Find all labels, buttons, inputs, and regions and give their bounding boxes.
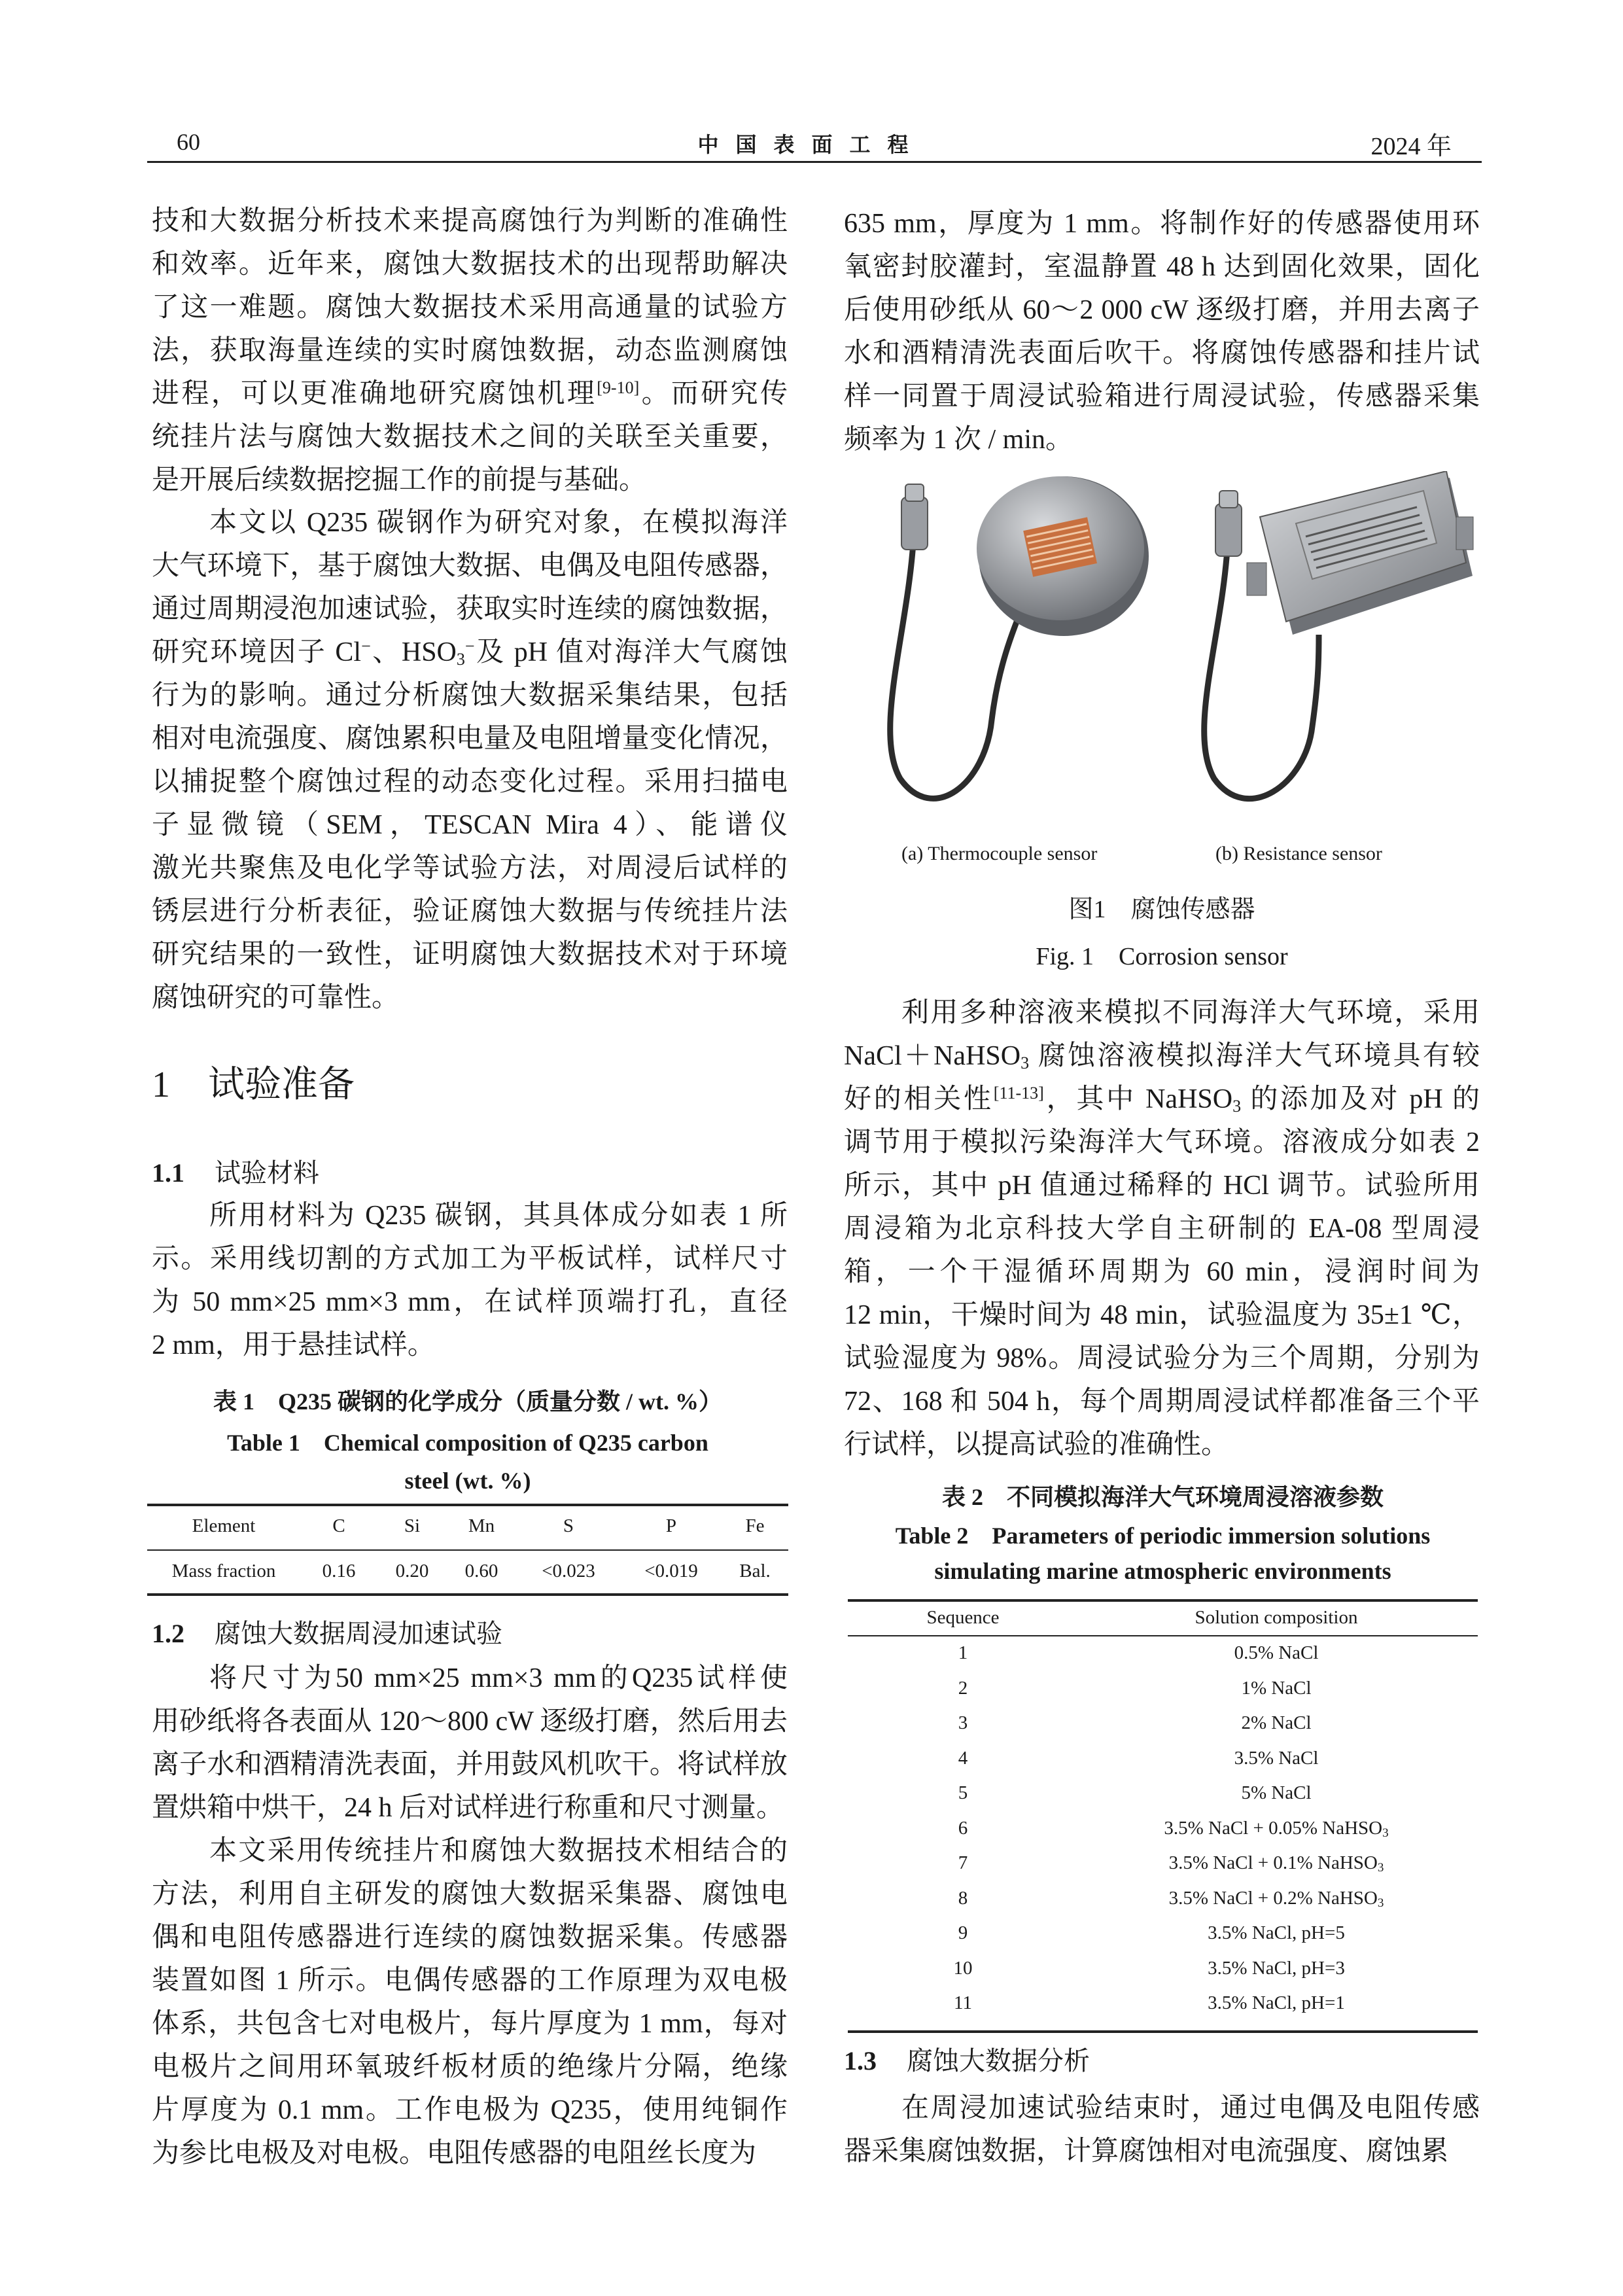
text-run: 5% NaCl: [1241, 1782, 1312, 1803]
text-line: 示。采用线切割的方式加工为平板试样，试样尺寸: [152, 1244, 788, 1274]
table2-top-rule: [848, 1599, 1478, 1602]
table1-caption-en-2: steel (wt. %): [404, 1468, 531, 1494]
text-line: 法，获取海量连续的实时腐蚀数据，动态监测腐蚀: [152, 336, 788, 366]
text-line: [844, 1034, 1480, 1078]
table1-cell: <0.019: [644, 1561, 698, 1581]
text-run: 3.5% NaCl, pH=3: [1208, 1957, 1345, 1979]
text-line: 水和酒精清洗表面后吹干。将腐蚀传感器和挂片试: [844, 338, 1480, 368]
text-line: 偶和电阻传感器进行连续的腐蚀数据采集。传感器: [152, 1922, 788, 1952]
text-line: 相对电流强度、腐蚀累积电量及电阻增量变化情况，: [152, 724, 788, 754]
text-line: 腐蚀研究的可靠性。: [152, 983, 400, 1013]
text-line: 锈层进行分析表征，验证腐蚀大数据与传统挂片法: [152, 896, 788, 927]
paragraph-analysis: [844, 2087, 1480, 2173]
table1-header-cell: S: [563, 1515, 574, 1536]
section-number: 1: [152, 1065, 170, 1105]
figure-1-image: [861, 471, 1476, 838]
table1-top-rule: [147, 1504, 788, 1506]
table1-header-cell: Element: [192, 1515, 256, 1536]
text-run: 进程，可以更准确地研究腐蚀机理: [152, 379, 597, 409]
header-rule: [147, 161, 1482, 163]
table2-sequence-cell: 2: [958, 1677, 968, 1699]
paragraph-solutions: [844, 991, 1480, 1466]
text-line: 12 min，干燥时间为 48 min，试验温度为 35±1 ℃，: [844, 1300, 1480, 1330]
table2-solution-cell: [1234, 1642, 1319, 1664]
text-line: 行为的影响。通过分析腐蚀大数据采集结果，包括: [152, 680, 788, 711]
figure-1: [861, 471, 1476, 838]
paragraph-sensor-prep: [844, 202, 1480, 461]
text-run: 3.5% NaCl + 0.2% NaHSO: [1168, 1887, 1378, 1909]
text-line: 和效率。近年来，腐蚀大数据技术的出现帮助解决: [152, 249, 788, 279]
thermocouple-sensor-icon: [890, 476, 1149, 798]
text-line: 激光共聚焦及电化学等试验方法，对周浸后试样的: [152, 853, 788, 883]
paragraph-sample-prep: [152, 1657, 788, 1829]
table1-header-cell: Fe: [745, 1515, 765, 1536]
paragraph-intro-1: [152, 200, 788, 502]
subsection-number: 1.1: [152, 1158, 184, 1188]
text-run: 研究环境因子 Cl: [152, 637, 362, 667]
text-line: 置烘箱中烘干，24 h 后对试样进行称重和尺寸测量。: [152, 1793, 784, 1823]
text-run: 。而研究传: [639, 379, 788, 409]
text-run: 3.5% NaCl + 0.05% NaHSO: [1164, 1817, 1383, 1839]
table1-cell: Mass fraction: [171, 1561, 276, 1581]
table2-header-sequence: Sequence: [926, 1607, 1000, 1628]
text-line: 2 mm，用于悬挂试样。: [152, 1330, 435, 1360]
text-line: 技和大数据分析技术来提高腐蚀行为判断的准确性: [152, 206, 788, 236]
figure-1b-label: (b) Resistance sensor: [1215, 843, 1382, 864]
text-line: 氧密封胶灌封，室温静置 48 h 达到固化效果，固化: [844, 252, 1480, 282]
table2-solution-cell: [1208, 1992, 1345, 2014]
text-run: 3.5% NaCl + 0.1% NaHSO: [1168, 1852, 1378, 1873]
text-line: 器采集腐蚀数据，计算腐蚀相对电流强度、腐蚀累: [844, 2136, 1449, 2166]
superscript: [11-13]: [993, 1084, 1044, 1103]
subsection-heading-1-2: [152, 1616, 788, 1652]
table2-solution-cell: [1241, 1782, 1311, 1804]
text-line: 离子水和酒精清洗表面，并用鼓风机吹干。将试样放: [152, 1750, 788, 1780]
text-line: 行试样，以提高试验的准确性。: [844, 1430, 1229, 1460]
text-line: 统挂片法与腐蚀大数据技术之间的关联至关重要，: [152, 422, 788, 452]
page-number: 60: [177, 129, 200, 155]
table2-bottom-rule: [848, 2030, 1478, 2033]
table2-solution-cell: [1169, 1888, 1384, 1909]
text-line: 体系，共包含七对电极片，每片厚度为 1 mm，每对: [152, 2009, 788, 2039]
table2-solution-cell: [1208, 1958, 1345, 1979]
table2-solution-cell: [1169, 1852, 1384, 1874]
table2-sequence-cell: 5: [958, 1782, 968, 1803]
text-line: 为参比电极及对电极。电阻传感器的电阻丝长度为: [152, 2138, 757, 2168]
table1-header-cell: P: [665, 1515, 677, 1536]
subscript: 3: [456, 650, 465, 669]
subsection-title: 试验材料: [215, 1158, 319, 1188]
table2-sequence-cell: 4: [958, 1747, 968, 1769]
table1-bottom-rule: [147, 1593, 788, 1596]
text-line: 为 50 mm×25 mm×3 mm，在试样顶端打孔，直径: [152, 1287, 788, 1317]
table2-caption-en-2: simulating marine atmospheric environments: [934, 1558, 1391, 1584]
text-line: 将尺寸为50 mm×25 mm×3 mm的Q235试样使: [209, 1663, 788, 1693]
text-run: 3.5% NaCl, pH=1: [1208, 1992, 1345, 2013]
text-line: 后使用砂纸从 60～2 000 cW 逐级打磨，并用去离子: [844, 295, 1480, 325]
table2-sequence-cell: 3: [958, 1712, 968, 1733]
table1-cell: 0.20: [395, 1561, 429, 1581]
text-line: 电极片之间用环氧玻纤板材质的绝缘片分隔，绝缘: [152, 2052, 788, 2082]
table1-header-cell: Mn: [468, 1515, 495, 1536]
section-heading-1: [152, 1060, 788, 1110]
text-run: 好的相关性: [844, 1084, 994, 1114]
table1-caption-cn: 表 1 Q235 碳钢的化学成分（质量分数 / wt. %）: [213, 1388, 722, 1415]
figure-1-caption-cn: 图1 腐蚀传感器: [1068, 896, 1255, 923]
text-line: 了这一难题。腐蚀大数据技术采用高通量的试验方: [152, 292, 788, 323]
superscript: −: [464, 637, 475, 656]
subscript: 3: [1021, 1053, 1030, 1072]
text-line: 是开展后续数据挖掘工作的前提与基础。: [152, 465, 647, 495]
table2-caption-cn: 表 2 不同模拟海洋大气环境周浸溶液参数: [941, 1484, 1384, 1510]
paragraph-materials: [152, 1194, 788, 1367]
resistance-sensor-icon: [1204, 471, 1473, 799]
table2-sequence-cell: 9: [958, 1922, 968, 1943]
text-line: 装置如图 1 所示。电偶传感器的工作原理为双电极: [152, 1966, 788, 1996]
text-line: [844, 1078, 1480, 1121]
text-line: [152, 372, 788, 415]
text-run: ，其中 NaHSO: [1043, 1084, 1233, 1114]
table2-mid-rule: [848, 1635, 1478, 1636]
table2-sequence-cell: 8: [958, 1887, 968, 1909]
table2-caption-en-1: Table 2 Parameters of periodic immersion solutions: [895, 1523, 1431, 1549]
table2-sequence-cell: 10: [953, 1957, 973, 1979]
text-run: 、HSO: [370, 637, 457, 667]
table2-solution-cell: [1241, 1712, 1311, 1734]
figure-1a-label: (a) Thermocouple sensor: [901, 843, 1098, 864]
subscript: 3: [1232, 1097, 1242, 1116]
text-line: 本文采用传统挂片和腐蚀大数据技术相结合的: [209, 1836, 788, 1866]
text-line: 以捕捉整个腐蚀过程的动态变化过程。采用扫描电: [152, 767, 788, 797]
text-line: 周浸箱为北京科技大学自主研制的 EA-08 型周浸: [844, 1214, 1480, 1244]
text-line: 利用多种溶液来模拟不同海洋大气环境，采用: [901, 998, 1480, 1028]
table1-cell: <0.023: [542, 1561, 595, 1581]
text-line: 635 mm，厚度为 1 mm。将制作好的传感器使用环: [844, 209, 1480, 239]
text-line: 子显微镜（SEM，TESCAN Mira 4）、能谱仪: [152, 810, 788, 840]
text-line: 频率为 1 次 / min。: [844, 425, 1073, 455]
subsection-heading-1-3: [844, 2043, 1480, 2079]
paragraph-sensors: [152, 1829, 788, 2175]
table2-sequence-cell: 1: [958, 1642, 968, 1663]
section-title: 试验准备: [208, 1065, 355, 1105]
table2-solution-cell: [1241, 1678, 1311, 1699]
text-line: 72、168 和 504 h，每个周期周浸试样都准备三个平: [844, 1386, 1480, 1417]
table2-solution-cell: [1164, 1818, 1388, 1839]
text-line: 大气环境下，基于腐蚀大数据、电偶及电阻传感器，: [152, 551, 788, 581]
table1-cell: 0.60: [464, 1561, 498, 1581]
text-line: 片厚度为 0.1 mm。工作电极为 Q235，使用纯铜作: [152, 2095, 788, 2125]
table1-cell: Bal.: [739, 1561, 771, 1581]
text-line: 所示，其中 pH 值通过稀释的 HCl 调节。试验所用: [844, 1171, 1480, 1201]
issue-year: 2024 年: [1370, 133, 1452, 160]
text-line: 调节用于模拟污染海洋大气环境。溶液成分如表 2: [844, 1127, 1480, 1157]
subsection-number: 1.3: [844, 2046, 877, 2075]
table2-sequence-cell: 11: [954, 1992, 972, 2013]
text-line: 本文以 Q235 碳钢作为研究对象，在模拟海洋: [209, 508, 788, 538]
text-line: 用砂纸将各表面从 120～800 cW 逐级打磨，然后用去: [152, 1706, 788, 1737]
superscript: [9-10]: [597, 378, 640, 397]
text-run: 1% NaCl: [1241, 1677, 1312, 1699]
table1-header-cell: C: [332, 1515, 345, 1536]
text-run: 的添加及对 pH 的: [1241, 1084, 1480, 1114]
table1-header-cell: Si: [404, 1515, 421, 1536]
subsection-number: 1.2: [152, 1619, 184, 1648]
text-run: 及 pH 值对海洋大气腐蚀: [474, 637, 788, 667]
text-line: 样一同置于周浸试验箱进行周浸试验，传感器采集: [844, 381, 1480, 412]
text-line: 方法，利用自主研发的腐蚀大数据采集器、腐蚀电: [152, 1879, 788, 1909]
text-run: 0.5% NaCl: [1234, 1642, 1319, 1663]
table2-solution-cell: [1208, 1922, 1345, 1944]
text-run: 3.5% NaCl: [1234, 1747, 1319, 1769]
paragraph-intro-2: [152, 501, 788, 1019]
text-line: 试验湿度为 98%。周浸试验分为三个周期，分别为: [844, 1343, 1480, 1373]
text-line: 通过周期浸泡加速试验，获取实时连续的腐蚀数据，: [152, 594, 788, 624]
text-line: 在周浸加速试验结束时，通过电偶及电阻传感: [901, 2093, 1480, 2123]
text-run: 3.5% NaCl, pH=5: [1208, 1922, 1345, 1943]
table2-solution-cell: [1234, 1748, 1319, 1769]
subscript: 3: [1377, 1861, 1384, 1875]
subsection-title: 腐蚀大数据周浸加速试验: [215, 1619, 502, 1648]
subscript: 3: [1382, 1826, 1389, 1840]
table2-sequence-cell: 6: [958, 1817, 968, 1839]
table2-sequence-cell: 7: [958, 1852, 968, 1873]
subsection-title: 腐蚀大数据分析: [907, 2046, 1090, 2075]
table1-cell: 0.16: [322, 1561, 356, 1581]
table1-caption-en-1: Table 1 Chemical composition of Q235 carbon: [227, 1430, 708, 1456]
subsection-heading-1-1: [152, 1155, 788, 1192]
text-line: [152, 631, 788, 674]
table2-header-solution: Solution composition: [1195, 1607, 1358, 1628]
text-line: 研究结果的一致性，证明腐蚀大数据技术对于环境: [152, 940, 788, 970]
superscript: −: [361, 637, 371, 656]
table1-mid-rule: [147, 1549, 788, 1551]
figure-1-caption-en: Fig. 1 Corrosion sensor: [1036, 943, 1288, 970]
journal-title: 中国表面工程: [697, 133, 926, 156]
text-run: NaCl＋NaHSO: [844, 1041, 1021, 1071]
text-line: 所用材料为 Q235 碳钢，其具体成分如表 1 所: [209, 1201, 788, 1231]
text-line: 箱，一个干湿循环周期为 60 min，浸润时间为: [844, 1257, 1480, 1287]
text-run: 腐蚀溶液模拟海洋大气环境具有较: [1029, 1041, 1480, 1071]
text-run: 2% NaCl: [1241, 1712, 1312, 1733]
subscript: 3: [1377, 1896, 1384, 1910]
